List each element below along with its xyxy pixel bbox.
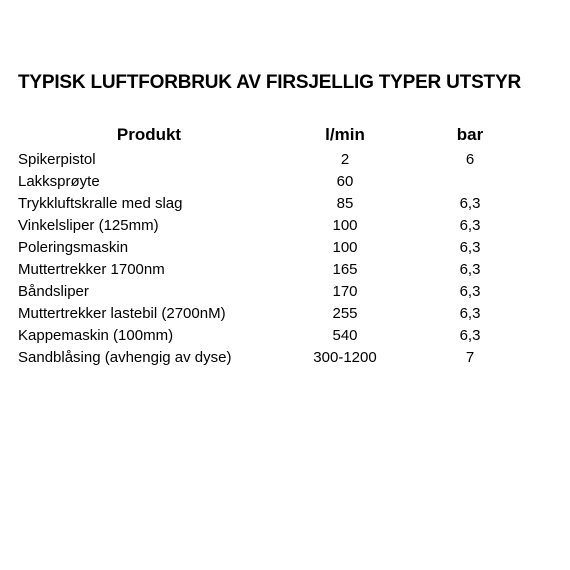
cell-product: Båndsliper xyxy=(18,282,89,300)
cell-product: Spikerpistol xyxy=(18,150,96,168)
cell-lmin: 170 xyxy=(332,282,358,300)
table-row xyxy=(18,170,530,192)
table-row xyxy=(18,148,530,170)
cell-lmin: 85 xyxy=(336,194,354,212)
cell-lmin: 300-1200 xyxy=(313,348,377,366)
cell-product: Muttertrekker lastebil (2700nM) xyxy=(18,304,226,322)
cell-product: Sandblåsing (avhengig av dyse) xyxy=(18,348,232,366)
cell-lmin: 2 xyxy=(340,150,350,168)
cell-lmin: 255 xyxy=(332,304,358,322)
table-body xyxy=(18,148,530,368)
cell-bar: 6,3 xyxy=(459,304,481,322)
cell-product: Poleringsmaskin xyxy=(18,238,129,256)
cell-bar: 6,3 xyxy=(459,282,481,300)
cell-product: Trykkluftskralle med slag xyxy=(18,194,183,212)
header-lmin: l/min xyxy=(325,125,365,144)
table-row xyxy=(18,258,530,280)
table-row xyxy=(18,346,530,368)
air-consumption-table xyxy=(18,122,530,368)
cell-lmin: 100 xyxy=(332,238,358,256)
table-row xyxy=(18,324,530,346)
header-bar: bar xyxy=(456,125,484,144)
cell-lmin: 60 xyxy=(336,172,354,190)
cell-bar: 6 xyxy=(465,150,475,168)
table-row xyxy=(18,280,530,302)
document-title: TYPISK LUFTFORBRUK AV FIRSJELLIG TYPER UTSTYR xyxy=(18,72,521,93)
cell-bar: 6,3 xyxy=(459,216,481,234)
cell-product: Muttertrekker 1700nm xyxy=(18,260,165,278)
table-row xyxy=(18,192,530,214)
table-row xyxy=(18,302,530,324)
cell-lmin: 100 xyxy=(332,216,358,234)
cell-product: Vinkelsliper (125mm) xyxy=(18,216,159,234)
table-header-row xyxy=(18,122,530,148)
cell-product: Lakksprøyte xyxy=(18,172,100,190)
cell-bar xyxy=(410,170,530,192)
cell-bar: 6,3 xyxy=(459,194,481,212)
cell-lmin: 540 xyxy=(332,326,358,344)
cell-bar: 6,3 xyxy=(459,260,481,278)
table-row xyxy=(18,214,530,236)
cell-lmin: 165 xyxy=(332,260,358,278)
cell-bar: 6,3 xyxy=(459,238,481,256)
cell-bar: 6,3 xyxy=(459,326,481,344)
header-product: Produkt xyxy=(116,125,182,144)
table-row xyxy=(18,236,530,258)
cell-product: Kappemaskin (100mm) xyxy=(18,326,174,344)
cell-bar: 7 xyxy=(465,348,475,366)
